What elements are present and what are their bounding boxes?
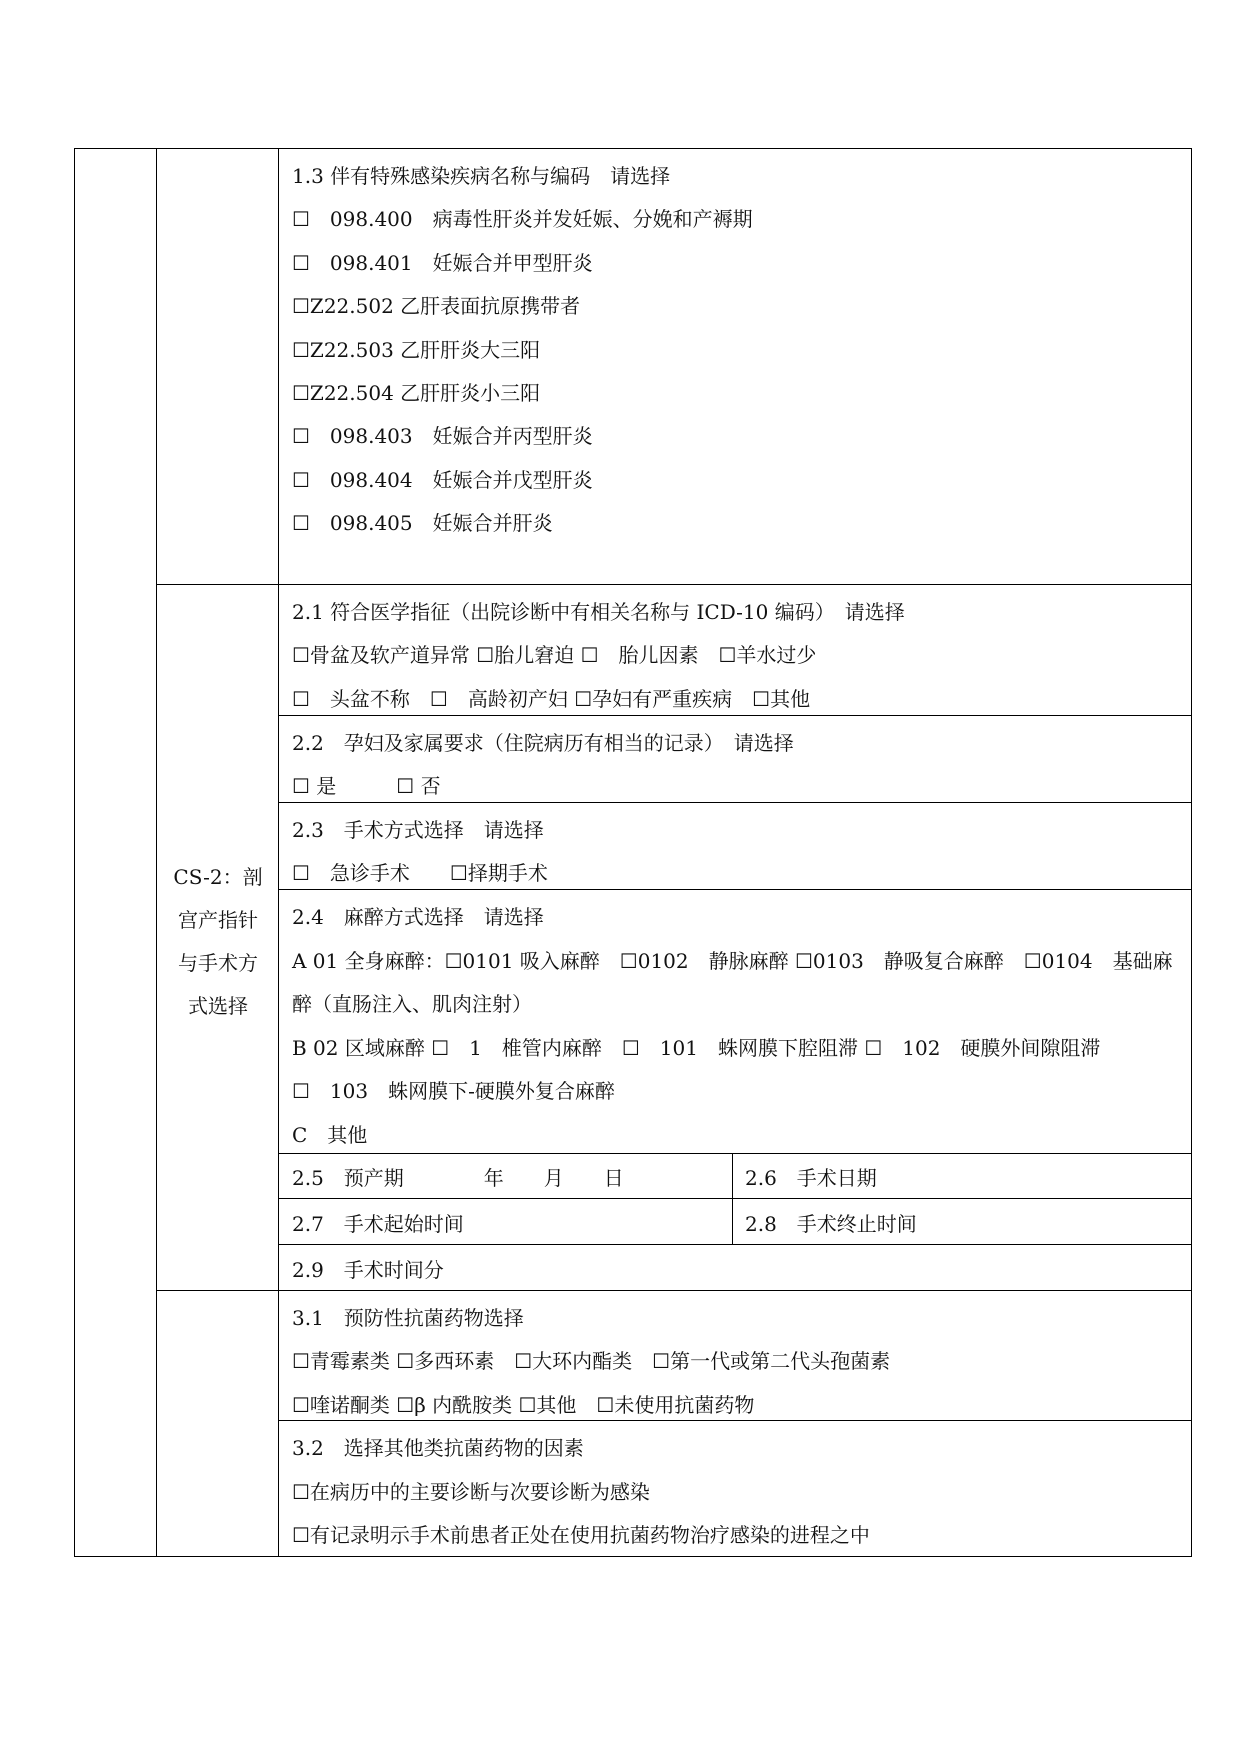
row-divider bbox=[278, 802, 1191, 803]
row-divider bbox=[278, 1153, 1191, 1154]
row-divider bbox=[278, 715, 1191, 716]
checkbox-option[interactable]: ☐ 098.400 病毒性肝炎并发妊娠、分娩和产褥期 bbox=[292, 207, 753, 231]
text-line: 醉（直肠注入、肌肉注射） bbox=[292, 992, 532, 1016]
row-divider bbox=[278, 1198, 1191, 1199]
due-date-field[interactable]: 2.5 预产期 年 月 日 bbox=[292, 1166, 624, 1190]
row-divider bbox=[278, 1420, 1191, 1421]
row-divider bbox=[156, 584, 1191, 585]
checkbox-option[interactable]: ☐ 098.404 妊娠合并戊型肝炎 bbox=[292, 468, 593, 492]
checkbox-option-row[interactable]: ☐ 急诊手术 ☐择期手术 bbox=[292, 861, 548, 885]
checkbox-option-row[interactable]: ☐青霉素类 ☐多西环素 ☐大环内酯类 ☐第一代或第二代头孢菌素 bbox=[292, 1349, 891, 1373]
row-divider bbox=[156, 1290, 1191, 1291]
surgery-start-time-field[interactable]: 2.7 手术起始时间 bbox=[292, 1212, 464, 1236]
row-divider bbox=[278, 1244, 1191, 1245]
column-divider bbox=[156, 148, 157, 1557]
checkbox-option-row[interactable]: B 02 区域麻醉 ☐ 1 椎管内麻醉 ☐ 101 蛛网膜下腔阻滞 ☐ 102 硬膜外间隙阻滞 bbox=[292, 1036, 1101, 1060]
checkbox-option[interactable]: ☐ 098.401 妊娠合并甲型肝炎 bbox=[292, 251, 593, 275]
checkbox-option[interactable]: ☐Z22.503 乙肝肝炎大三阳 bbox=[292, 338, 541, 362]
section-1-3-title: 1.3 伴有特殊感染疾病名称与编码 请选择 bbox=[292, 164, 671, 188]
checkbox-option-row[interactable]: ☐喹诺酮类 ☐β 内酰胺类 ☐其他 ☐未使用抗菌药物 bbox=[292, 1393, 755, 1417]
form-table bbox=[74, 148, 1192, 1557]
category-label-line: 宫产指针 bbox=[178, 908, 258, 932]
checkbox-option-row[interactable]: ☐ 103 蛛网膜下-硬膜外复合麻醉 bbox=[292, 1079, 615, 1103]
text-line: C 其他 bbox=[292, 1123, 368, 1147]
section-2-2-title: 2.2 孕妇及家属要求（住院病历有相当的记录） 请选择 bbox=[292, 731, 794, 755]
category-label-line: 与手术方 bbox=[178, 951, 258, 975]
category-label-line: CS-2：剖 bbox=[173, 865, 263, 889]
checkbox-option-row[interactable]: ☐骨盆及软产道异常 ☐胎儿窘迫 ☐ 胎儿因素 ☐羊水过少 bbox=[292, 643, 817, 667]
column-divider bbox=[278, 148, 279, 1557]
checkbox-option[interactable]: ☐有记录明示手术前患者正处在使用抗菌药物治疗感染的进程之中 bbox=[292, 1523, 870, 1547]
checkbox-option-row[interactable]: A 01 全身麻醉：☐0101 吸入麻醉 ☐0102 静脉麻醉 ☐0103 静吸复合麻醉 ☐0104 基础麻 bbox=[292, 949, 1173, 973]
category-label-line: 式选择 bbox=[188, 994, 248, 1018]
checkbox-option[interactable]: ☐Z22.504 乙肝肝炎小三阳 bbox=[292, 381, 541, 405]
surgery-end-time-field[interactable]: 2.8 手术终止时间 bbox=[745, 1212, 917, 1236]
checkbox-option-row[interactable]: ☐ 头盆不称 ☐ 高龄初产妇 ☐孕妇有严重疾病 ☐其他 bbox=[292, 687, 811, 711]
surgery-date-field[interactable]: 2.6 手术日期 bbox=[745, 1166, 877, 1190]
category-label-cs2 bbox=[160, 856, 276, 1028]
checkbox-option[interactable]: ☐Z22.502 乙肝表面抗原携带者 bbox=[292, 294, 581, 318]
section-2-1-title: 2.1 符合医学指征（出院诊断中有相关名称与 ICD-10 编码） 请选择 bbox=[292, 600, 905, 624]
checkbox-option[interactable]: ☐ 098.405 妊娠合并肝炎 bbox=[292, 511, 553, 535]
checkbox-option-row[interactable]: ☐ 是 ☐ 否 bbox=[292, 774, 441, 798]
section-2-3-title: 2.3 手术方式选择 请选择 bbox=[292, 818, 544, 842]
section-3-2-title: 3.2 选择其他类抗菌药物的因素 bbox=[292, 1436, 584, 1460]
section-3-1-title: 3.1 预防性抗菌药物选择 bbox=[292, 1306, 524, 1330]
checkbox-option[interactable]: ☐ 098.403 妊娠合并丙型肝炎 bbox=[292, 424, 593, 448]
section-2-4-title: 2.4 麻醉方式选择 请选择 bbox=[292, 905, 544, 929]
checkbox-option[interactable]: ☐在病历中的主要诊断与次要诊断为感染 bbox=[292, 1480, 650, 1504]
row-divider bbox=[278, 889, 1191, 890]
surgery-duration-field[interactable]: 2.9 手术时间分 bbox=[292, 1258, 444, 1282]
